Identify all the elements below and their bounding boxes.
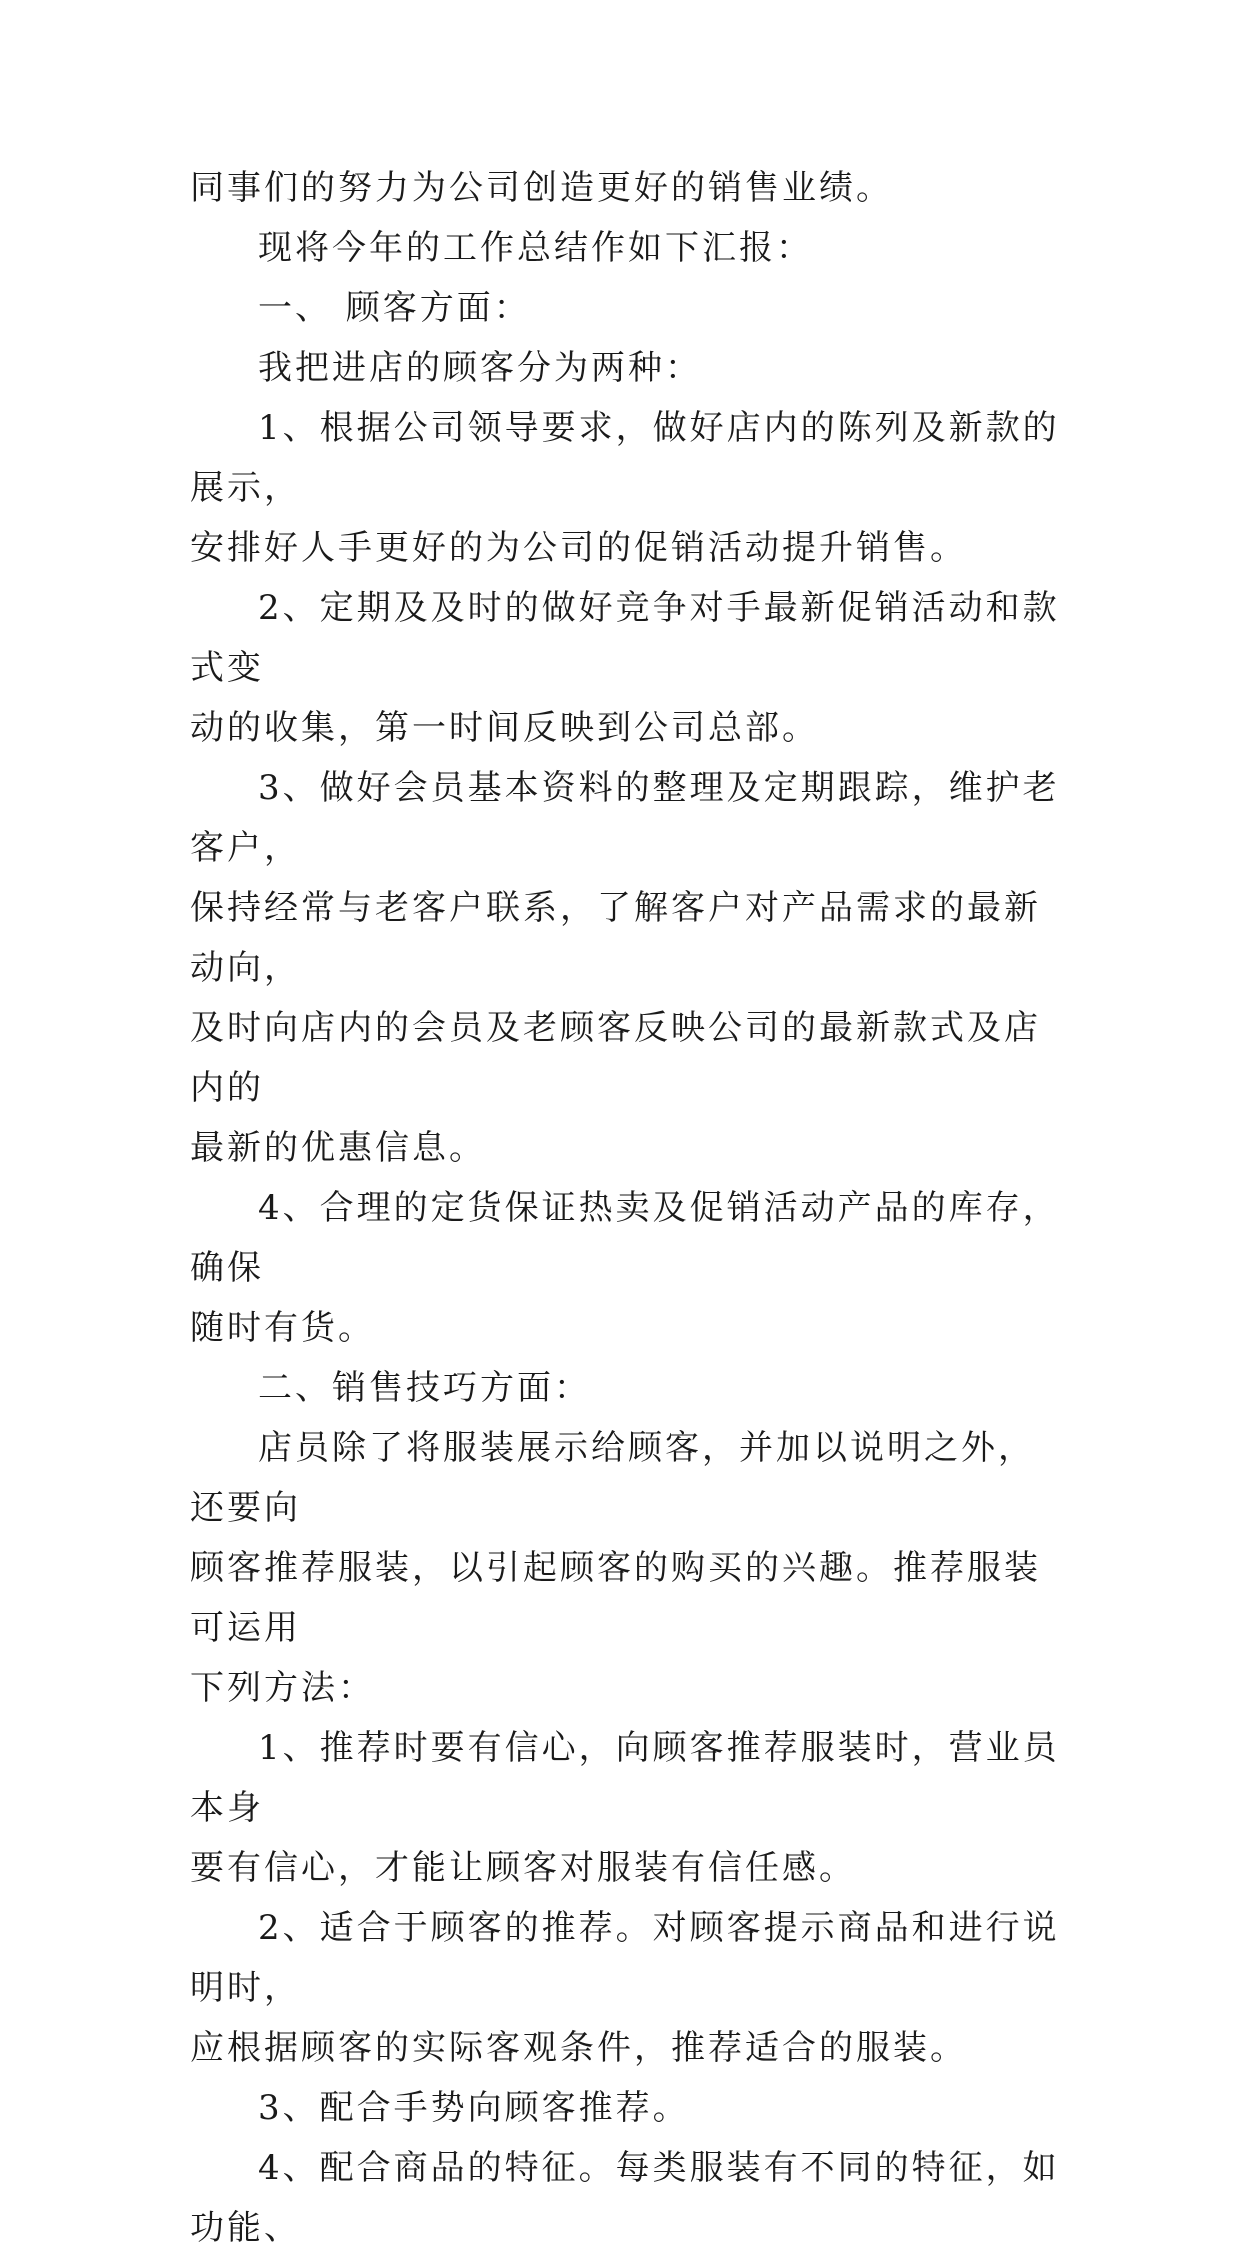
list-item: 2、适合于顾客的推荐。对顾客提示商品和进行说明时， 应根据顾客的实际客观条件，推荐适合的服装。 xyxy=(190,1908,1060,2068)
paragraph: 店员除了将服装展示给顾客，并加以说明之外，还要向 顾客推荐服装，以引起顾客的购买的兴趣。推荐服装可运用 下列方法： xyxy=(190,1428,1041,1708)
section-heading-sales-skills: 二、销售技巧方面： xyxy=(258,1368,591,1408)
list-item: 3、做好会员基本资料的整理及定期跟踪，维护老客户， 保持经常与老客户联系，了解客户对产品需求的最新动向， 及时向店内的会员及老顾客反映公司的最新款式及店内的 最新的优惠信息。 xyxy=(190,768,1060,1168)
section-heading-customers: 一、 顾客方面： xyxy=(258,288,531,328)
paragraph: 现将今年的工作总结作如下汇报： xyxy=(258,228,813,268)
paragraph: 我把进店的顾客分为两种： xyxy=(258,348,702,388)
list-item: 4、合理的定货保证热卖及促销活动产品的库存，确保 随时有货。 xyxy=(190,1188,1060,1348)
paragraph: 同事们的努力为公司创造更好的销售业绩。 xyxy=(190,168,893,208)
list-item: 1、推荐时要有信心，向顾客推荐服装时，营业员本身 要有信心，才能让顾客对服装有信任感。 xyxy=(190,1728,1060,1888)
list-item: 2、定期及及时的做好竞争对手最新促销活动和款式变 动的收集，第一时间反映到公司总部。 xyxy=(190,588,1060,748)
list-item: 3、配合手势向顾客推荐。 xyxy=(258,2088,690,2128)
document-body xyxy=(190,158,1070,2258)
list-item: 1、根据公司领导要求，做好店内的陈列及新款的展示， 安排好人手更好的为公司的促销活动提升销售。 xyxy=(190,408,1060,568)
list-item: 4、配合商品的特征。每类服装有不同的特征，如功能、 xyxy=(190,2148,1060,2248)
